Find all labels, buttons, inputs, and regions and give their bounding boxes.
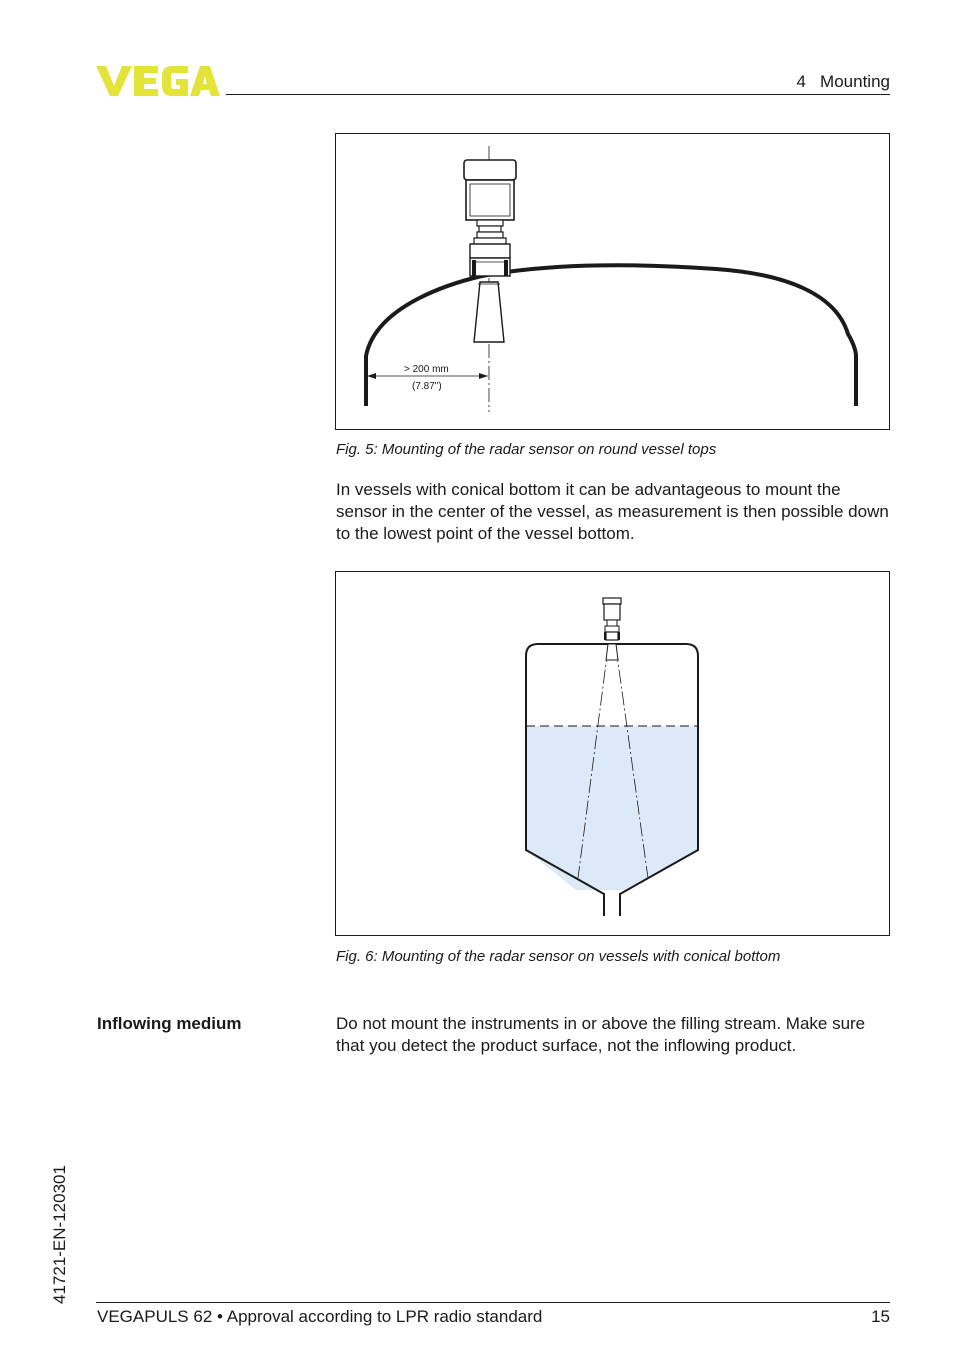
vega-logo	[96, 64, 220, 98]
sensor-housing	[604, 604, 620, 620]
sensor-housing	[466, 180, 514, 220]
section-heading-inflowing-medium: Inflowing medium	[97, 1014, 242, 1033]
horn-antenna	[606, 644, 618, 660]
figure-conical-bottom	[335, 571, 890, 936]
page-number: 15	[871, 1307, 890, 1326]
footer-title: VEGAPULS 62 • Approval according to LPR radio standard	[97, 1307, 543, 1326]
round-vessel-diagram	[336, 134, 889, 429]
paragraph-conical-bottom: In vessels with conical bottom it can be advantageous to mount the sensor in the center of the vessel, as measurement is then possible down to the lowest point of the vessel bottom.	[336, 480, 889, 543]
footer-rule	[96, 1302, 890, 1303]
conical-vessel-diagram	[336, 572, 889, 935]
horn-antenna	[474, 282, 504, 342]
header-rule	[226, 94, 890, 95]
document-code: 41721-EN-120301	[50, 1165, 69, 1304]
section-title: 4 Mounting	[796, 72, 890, 91]
sensor-housing-top	[603, 598, 621, 604]
paragraph-inflowing-medium: Do not mount the instruments in or above the filling stream. Make sure that you detect the product surface, not the inflowing product.	[336, 1014, 866, 1055]
figure-caption-6: Fig. 6: Mounting of the radar sensor on vessels with conical bottom	[336, 948, 781, 965]
figure-caption-5: Fig. 5: Mounting of the radar sensor on round vessel tops	[336, 441, 717, 458]
dimension-inch: (7.87")	[412, 381, 442, 392]
dimension-mm: > 200 mm	[404, 364, 449, 375]
sensor-housing-top	[464, 160, 516, 180]
figure-round-vessel-top	[335, 133, 890, 430]
